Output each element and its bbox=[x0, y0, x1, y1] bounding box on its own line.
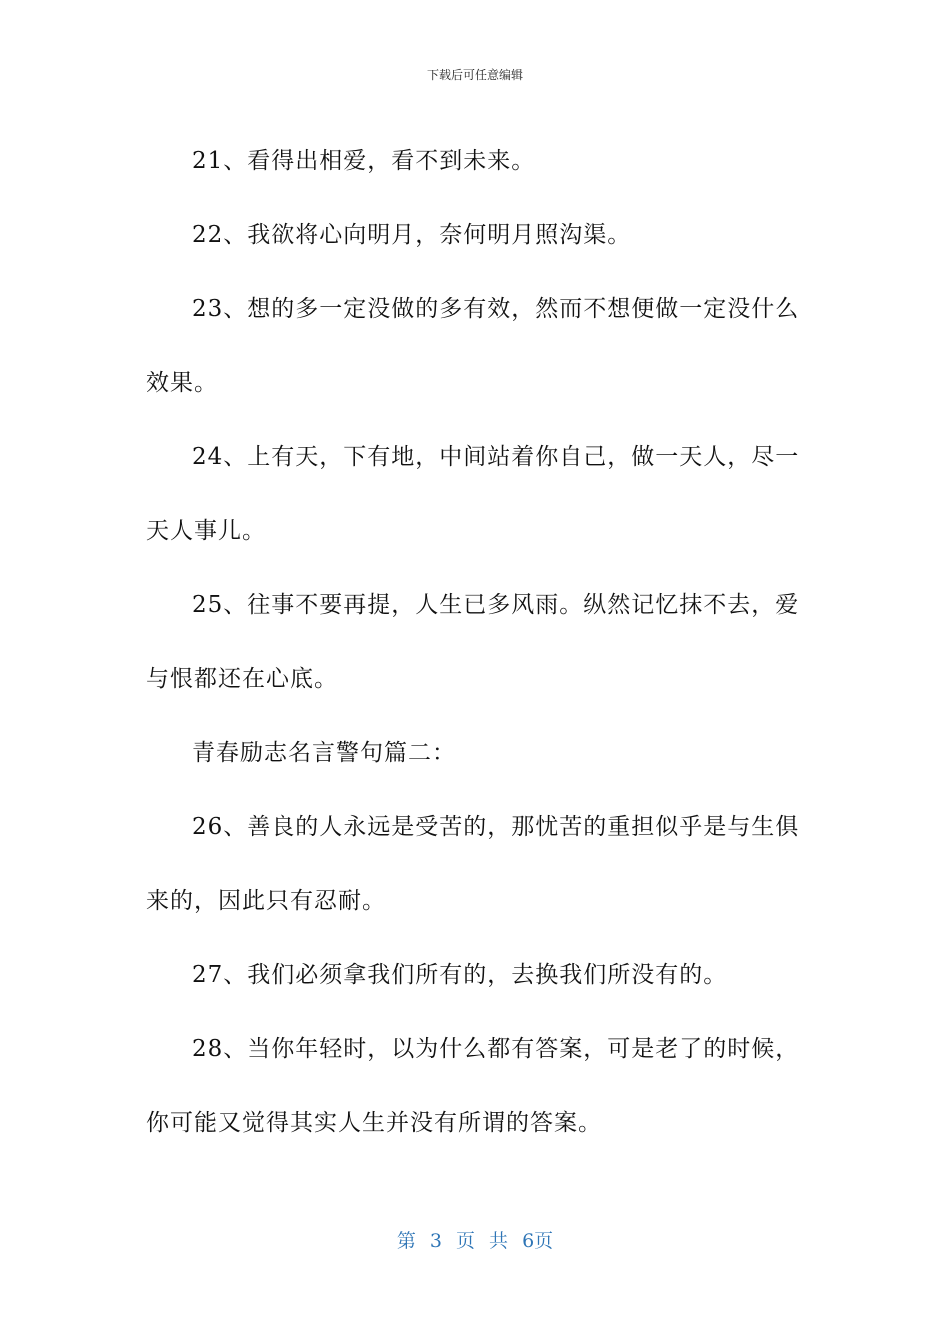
paragraph-26: 26、善良的人永远是受苦的，那忧苦的重担似乎是与生俱来的，因此只有忍耐。 bbox=[146, 814, 800, 914]
paragraph-21: 21、看得出相爱，看不到未来。 bbox=[192, 148, 536, 174]
section-heading: 青春励志名言警句篇二： bbox=[192, 740, 456, 766]
paragraph-25: 25、往事不要再提，人生已多风雨。纵然记忆抹不去，爱与恨都还在心底。 bbox=[146, 592, 800, 692]
paragraph-22: 22、我欲将心向明月，奈何明月照沟渠。 bbox=[192, 222, 632, 248]
document-body bbox=[146, 124, 806, 1160]
page-header: 下载后可任意编辑 bbox=[426, 68, 523, 82]
paragraph-28: 28、当你年轻时，以为什么都有答案，可是老了的时候，你可能又觉得其实人生并没有所谓的答案。 bbox=[146, 1036, 800, 1136]
page-number-footer: 第 3 页 共 6页 bbox=[396, 1230, 554, 1252]
paragraph-23: 23、想的多一定没做的多有效，然而不想便做一定没什么效果。 bbox=[146, 296, 800, 396]
paragraph-27: 27、我们必须拿我们所有的，去换我们所没有的。 bbox=[192, 962, 728, 988]
paragraph-24: 24、上有天，下有地，中间站着你自己，做一天人，尽一天人事儿。 bbox=[146, 444, 800, 544]
